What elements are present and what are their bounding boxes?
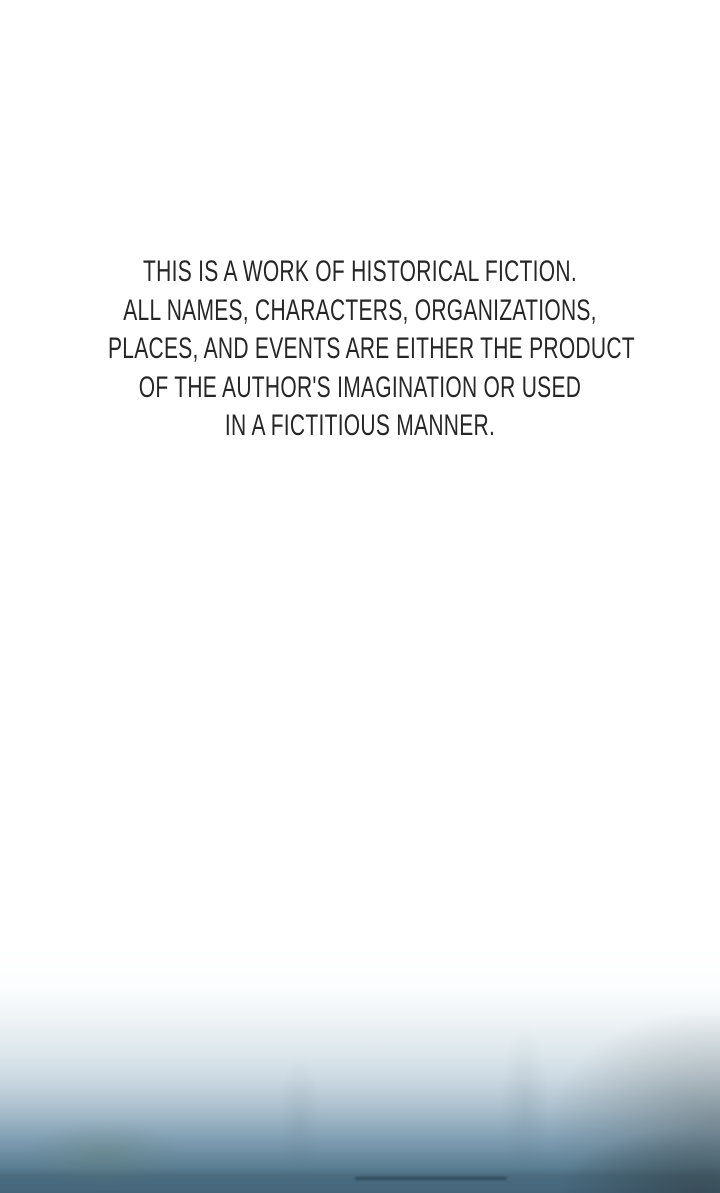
disclaimer-text-block — [108, 253, 635, 446]
water-horizon-streak — [355, 1177, 507, 1180]
disclaimer-line-1: THIS IS A WORK OF HISTORICAL FICTION. — [143, 255, 577, 288]
disclaimer-line-2: ALL NAMES, CHARACTERS, ORGANIZATIONS, — [123, 293, 597, 327]
foggy-landscape-image — [0, 948, 720, 1193]
disclaimer-line-4: OF THE AUTHOR'S IMAGINATION OR USED — [138, 370, 582, 404]
disclaimer-line-5: IN A FICTITIOUS MANNER. — [224, 409, 496, 442]
disclaimer-line-3: PLACES, AND EVENTS ARE EITHER THE PRODUCT — [108, 332, 635, 365]
